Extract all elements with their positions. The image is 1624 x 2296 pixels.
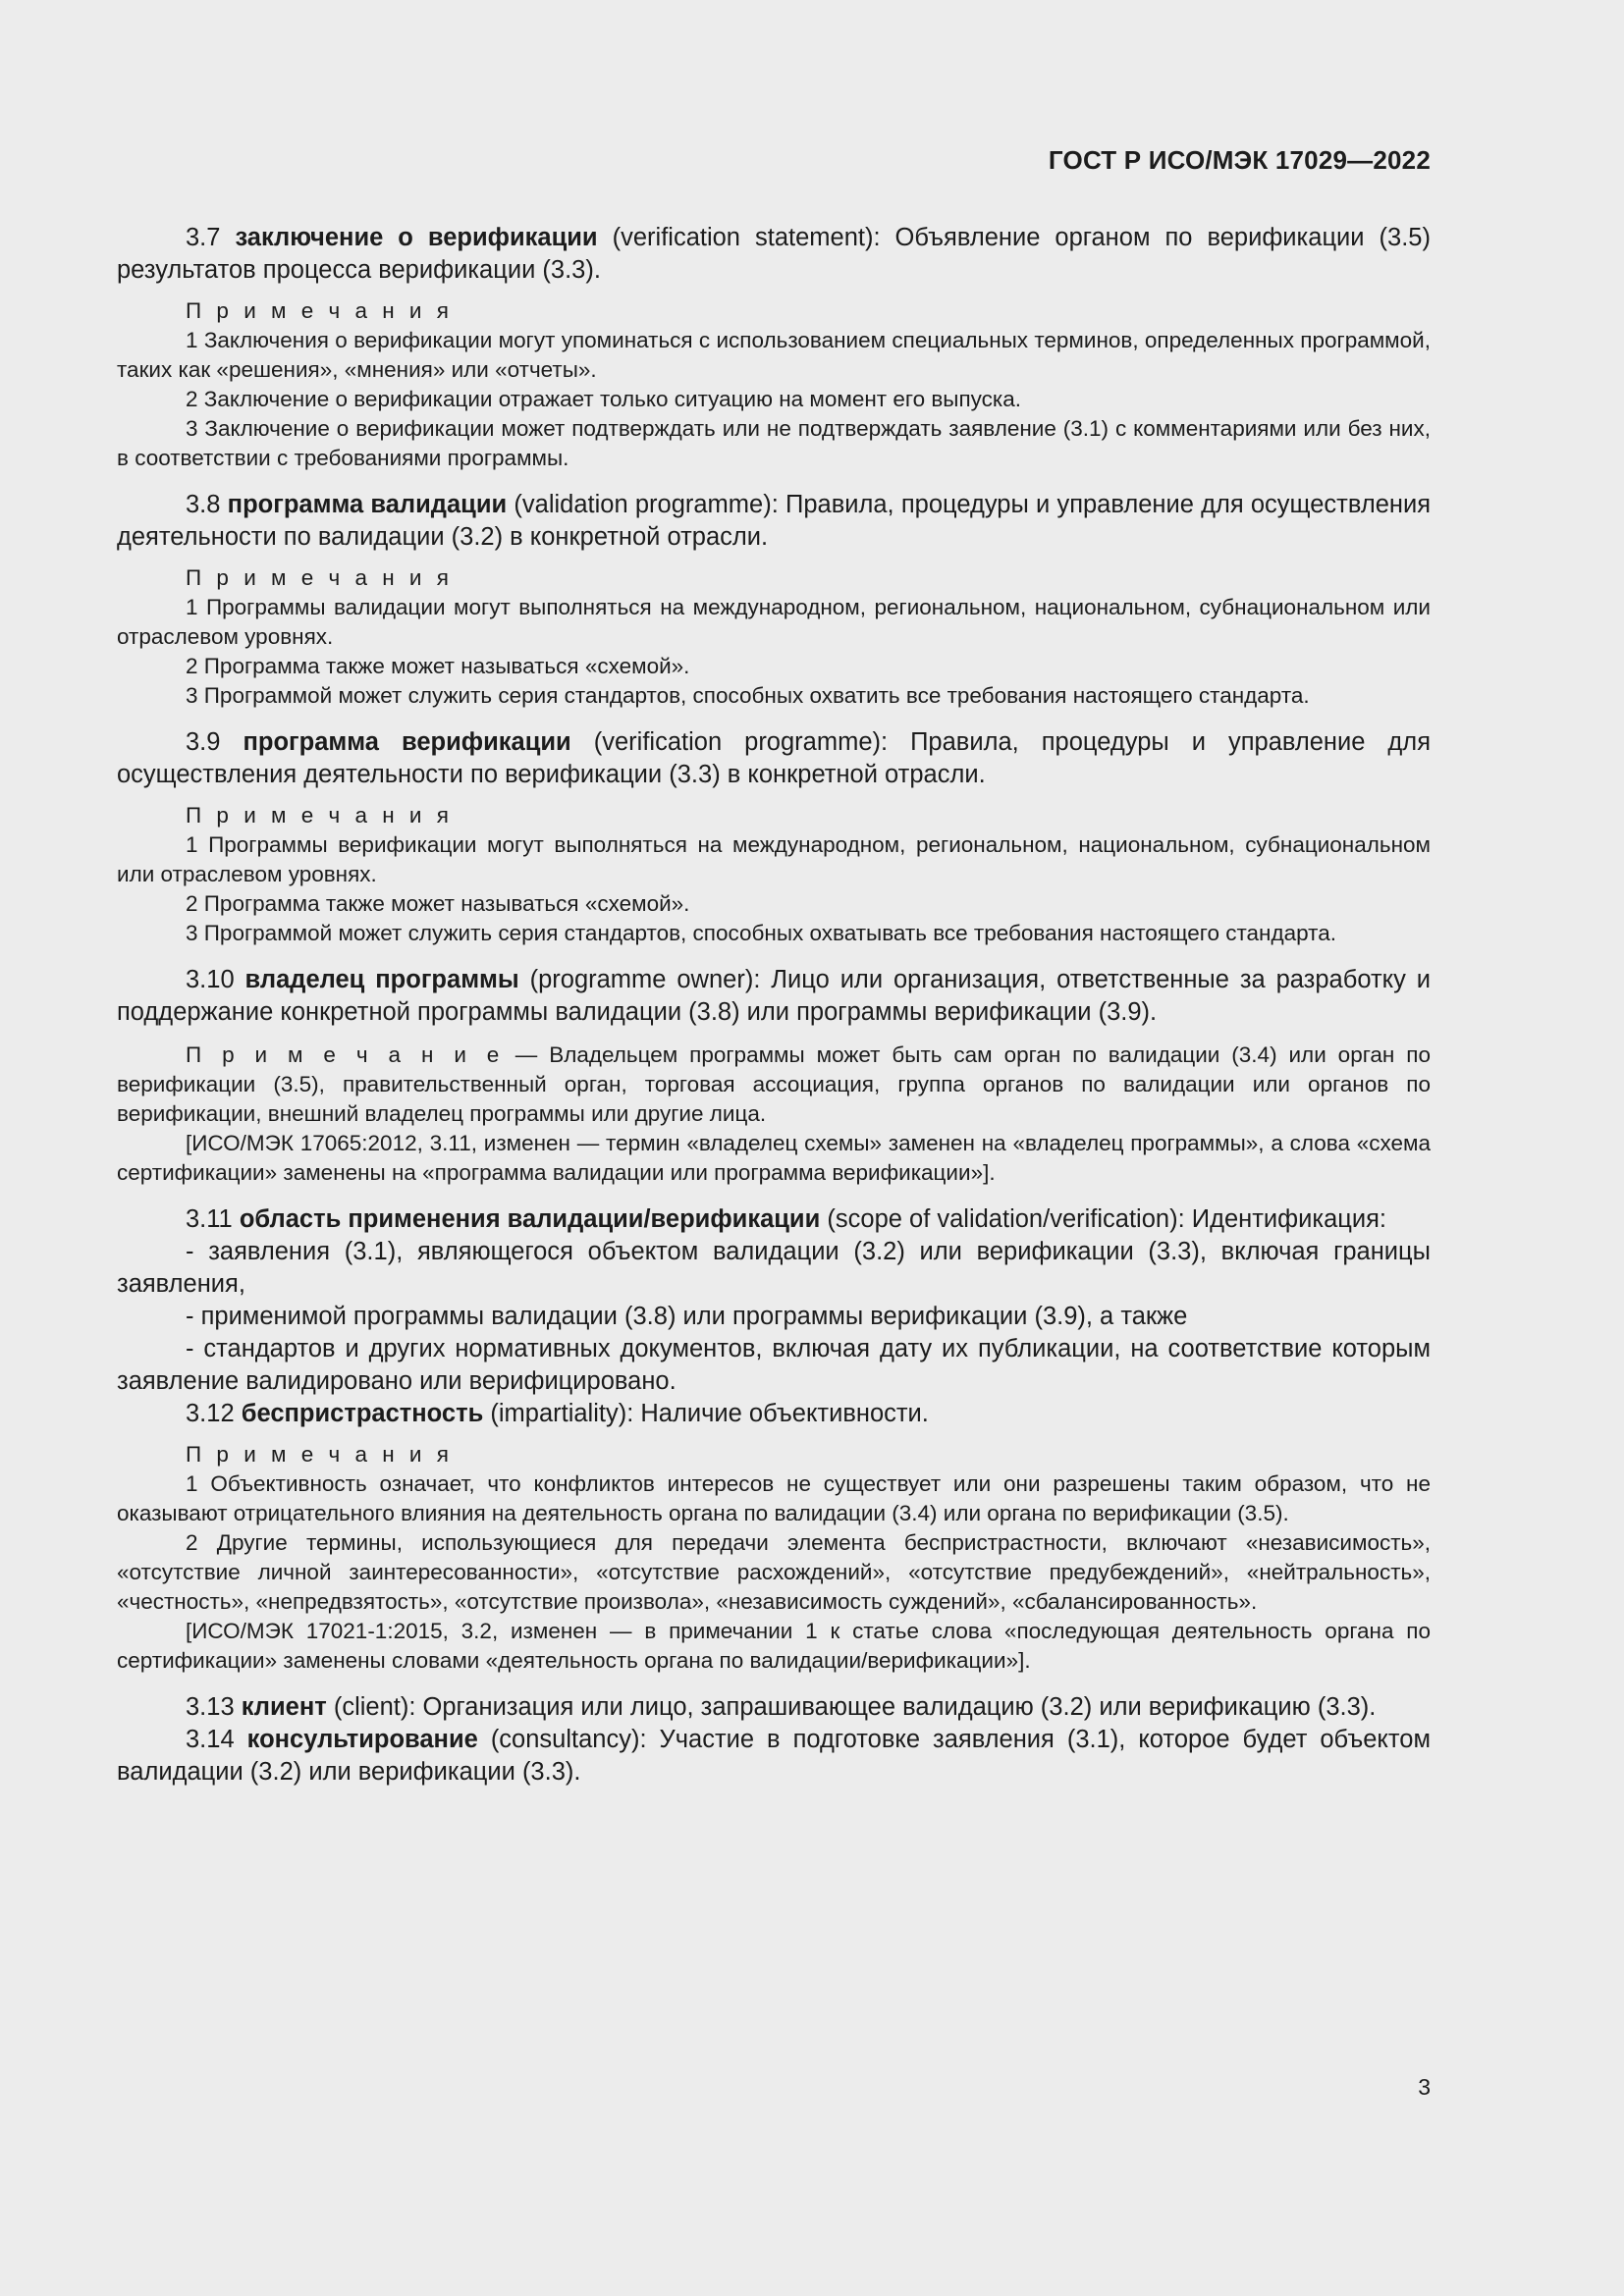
notes-heading: П р и м е ч а н и я bbox=[186, 298, 454, 323]
term-number: 3.11 bbox=[186, 1205, 233, 1233]
term-definition: (verification programme): Правила, процедуры и управление для осуществления деятельности по верификации (3.3) в конкретной отрасли. bbox=[117, 728, 1431, 788]
definition-3-11 bbox=[117, 1203, 1431, 1236]
term-name: программа верификации bbox=[243, 728, 571, 756]
term-name: беспристрастность bbox=[241, 1400, 484, 1427]
term-name: заключение о верификации bbox=[235, 224, 598, 251]
term-definition: (scope of validation/verification): Идентификация: bbox=[827, 1205, 1386, 1233]
note-3-8-1: 1 Программы валидации могут выполняться на международном, региональном, национальном, субнациональном или отраслевом уровнях. bbox=[117, 595, 1431, 649]
note-3-10 bbox=[117, 1041, 1431, 1129]
term-number: 3.8 bbox=[186, 491, 221, 518]
list-item: - заявления (3.1), являющегося объектом валидации (3.2) или верификации (3.3), включая границы заявления, bbox=[117, 1238, 1431, 1298]
term-definition: (consultancy): Участие в подготовке заявления (3.1), которое будет объектом валидации (3.2) или верификации (3.3). bbox=[117, 1726, 1431, 1786]
source-reference-3-10: [ИСО/МЭК 17065:2012, 3.11, изменен — термин «владелец схемы» заменен на «владелец программы», а слова «схема сертификации» заменены на «программа валидации или программа верификации»]. bbox=[117, 1131, 1431, 1185]
term-name: клиент bbox=[241, 1693, 327, 1721]
note-text: — Владельцем программы может быть сам орган по валидации (3.4) или орган по верификации (3.5), правительственный орган, торговая ассоциация, группа органов по валидации или органов по верификации, внешний владелец программы или другие лица. bbox=[117, 1042, 1431, 1126]
note-label: П р и м е ч а н и е bbox=[186, 1042, 504, 1067]
definition-3-12 bbox=[117, 1398, 1431, 1430]
note-3-9-1: 1 Программы верификации могут выполняться на международном, региональном, национальном, субнациональном или отраслевом уровнях. bbox=[117, 832, 1431, 886]
definition-3-8 bbox=[117, 489, 1431, 554]
notes-heading: П р и м е ч а н и я bbox=[186, 803, 454, 828]
term-number: 3.13 bbox=[186, 1693, 235, 1721]
notes-heading: П р и м е ч а н и я bbox=[186, 1442, 454, 1467]
definition-3-13 bbox=[117, 1691, 1431, 1724]
term-definition: (programme owner): Лицо или организация, ответственные за разработку и поддержание конкретной программы валидации (3.8) или программы верификации (3.9). bbox=[117, 966, 1431, 1026]
note-3-8-3: 3 Программой может служить серия стандартов, способных охватить все требования настоящего стандарта. bbox=[186, 683, 1310, 708]
term-name: программа валидации bbox=[227, 491, 508, 518]
term-definition: (impartiality): Наличие объективности. bbox=[490, 1400, 929, 1427]
note-3-7-2: 2 Заключение о верификации отражает только ситуацию на момент его выпуска. bbox=[186, 387, 1022, 411]
term-definition: (validation programme): Правила, процедуры и управление для осуществления деятельности по валидации (3.2) в конкретной отрасли. bbox=[117, 491, 1432, 551]
term-number: 3.10 bbox=[186, 966, 235, 993]
definition-3-10 bbox=[117, 964, 1431, 1029]
document-body bbox=[117, 222, 1431, 1789]
document-header: ГОСТ Р ИСО/МЭК 17029—2022 bbox=[1048, 145, 1431, 175]
term-name: владелец программы bbox=[244, 966, 519, 993]
notes-heading: П р и м е ч а н и я bbox=[186, 565, 454, 590]
note-3-9-2: 2 Программа также может называться «схемой». bbox=[186, 891, 690, 916]
term-number: 3.9 bbox=[186, 728, 221, 756]
list-item: - применимой программы валидации (3.8) или программы верификации (3.9), а также bbox=[186, 1303, 1188, 1330]
term-number: 3.12 bbox=[186, 1400, 235, 1427]
note-3-9-3: 3 Программой может служить серия стандартов, способных охватывать все требования настоящего стандарта. bbox=[186, 921, 1336, 945]
term-name: консультирование bbox=[246, 1726, 478, 1753]
list-item: - стандартов и других нормативных документов, включая дату их публикации, на соответствие которым заявление валидировано или верифицировано. bbox=[117, 1335, 1431, 1395]
definition-3-7 bbox=[117, 222, 1431, 287]
term-definition: (client): Организация или лицо, запрашивающее валидацию (3.2) или верификацию (3.3). bbox=[333, 1693, 1377, 1721]
note-3-12-1: 1 Объективность означает, что конфликтов интересов не существует или они разрешены таким образом, что не оказывают отрицательного влияния на деятельность органа по валидации (3.4) или органа по верификации (3.5). bbox=[117, 1471, 1431, 1525]
term-name: область применения валидации/верификации bbox=[239, 1205, 821, 1233]
note-3-12-2: 2 Другие термины, использующиеся для передачи элемента беспристрастности, включают «независимость», «отсутствие личной заинтересованности», «отсутствие расхождений», «отсутствие предубеждений», «нейтральность», «честность», «непредвзятость», «отсутствие произвола», «независимость суждений», «сбалансированность». bbox=[117, 1530, 1431, 1614]
note-3-8-2: 2 Программа также может называться «схемой». bbox=[186, 654, 690, 678]
note-3-7-1: 1 Заключения о верификации могут упоминаться с использованием специальных терминов, определенных программой, таких как «решения», «мнения» или «отчеты». bbox=[117, 328, 1431, 382]
note-3-7-3: 3 Заключение о верификации может подтверждать или не подтверждать заявление (3.1) с комментариями или без них, в соответствии с требованиями программы. bbox=[117, 416, 1431, 470]
definition-3-9 bbox=[117, 726, 1431, 791]
term-definition: (verification statement): Объявление органом по верификации (3.5) результатов процесса верификации (3.3). bbox=[117, 224, 1431, 284]
source-reference-3-12: [ИСО/МЭК 17021-1:2015, 3.2, изменен — в примечании 1 к статье слова «последующая деятельность органа по сертификации» заменены словами «деятельность органа по валидации/верификации»]. bbox=[117, 1619, 1431, 1673]
page-number: 3 bbox=[1418, 2074, 1431, 2100]
definition-3-14 bbox=[117, 1724, 1431, 1789]
term-number: 3.14 bbox=[186, 1726, 235, 1753]
term-number: 3.7 bbox=[186, 224, 221, 251]
